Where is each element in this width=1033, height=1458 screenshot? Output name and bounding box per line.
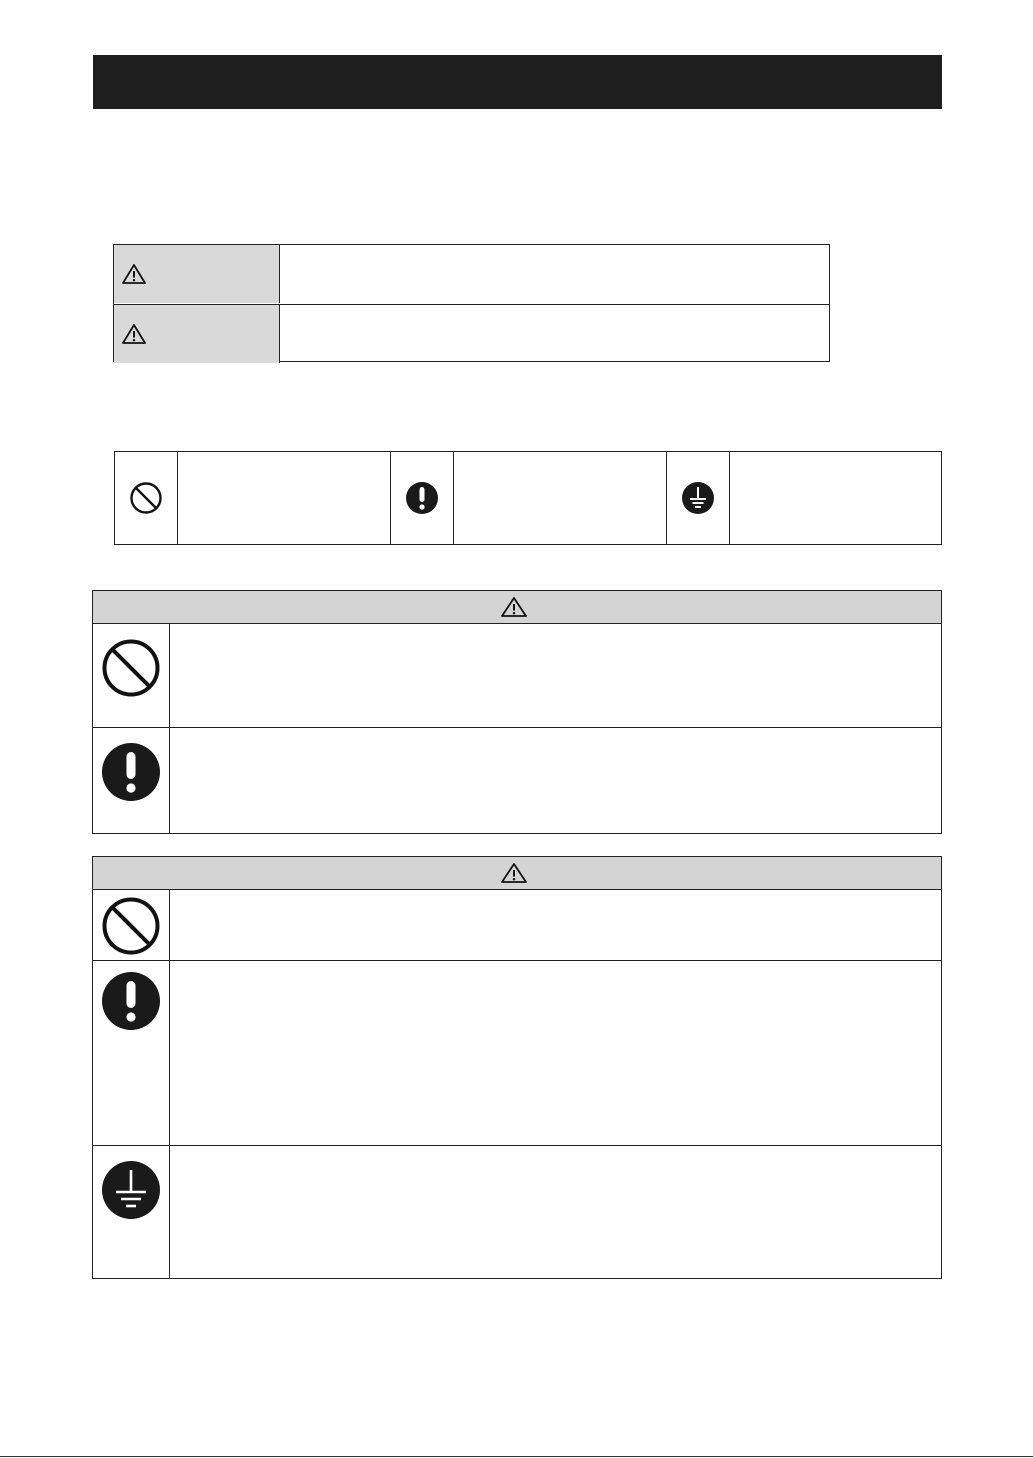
warning-section-2 [92, 856, 942, 1279]
legend-text-2 [454, 452, 667, 544]
section-1-row-2-icon-cell [93, 728, 170, 834]
section-2-row-2 [93, 960, 941, 1145]
section-2-row-2-text [170, 961, 941, 1145]
signal-description-2 [280, 305, 829, 363]
mandatory-action-icon [101, 971, 161, 1031]
legend-icon-cell-2 [391, 452, 454, 544]
footer-divider [0, 1456, 1033, 1457]
ground-icon [681, 481, 715, 515]
section-2-row-3-text [170, 1146, 941, 1279]
section-1-row-1-text [170, 624, 941, 727]
warning-triangle-icon [121, 263, 147, 285]
section-1-row-1-icon-cell [93, 624, 170, 727]
warning-triangle-icon [500, 862, 528, 884]
legend-text-3 [730, 452, 941, 544]
ground-icon [101, 1160, 161, 1220]
prohibition-icon [101, 638, 161, 698]
section-2-row-1 [93, 890, 941, 960]
signal-row-2 [114, 304, 829, 363]
mandatory-action-icon [101, 742, 161, 802]
signal-row-1 [114, 245, 829, 303]
section-2-row-3 [93, 1145, 941, 1279]
section-1-row-2-text [170, 728, 941, 834]
warning-triangle-icon [500, 596, 528, 618]
prohibition-icon [101, 896, 161, 956]
section-1-heading [93, 591, 941, 624]
section-1-row-2 [93, 727, 941, 834]
section-1-row-1 [93, 624, 941, 727]
legend-text-1 [178, 452, 391, 544]
legend-icon-cell-1 [115, 452, 178, 544]
section-2-row-2-icon-cell [93, 961, 170, 1145]
section-2-row-1-text [170, 890, 941, 960]
signal-word-table [113, 244, 830, 362]
section-2-heading [93, 857, 941, 890]
signal-description-1 [280, 245, 829, 303]
warning-section-1 [92, 590, 942, 834]
signal-key-2 [114, 305, 280, 363]
section-2-row-3-icon-cell [93, 1146, 170, 1279]
signal-key-1 [114, 245, 280, 303]
legend-icon-cell-3 [667, 452, 730, 544]
mandatory-action-icon [405, 481, 439, 515]
warning-triangle-icon [121, 323, 147, 345]
symbol-legend [114, 451, 942, 545]
page-header-bar [93, 55, 942, 109]
section-2-row-1-icon-cell [93, 890, 170, 960]
prohibition-icon [129, 481, 163, 515]
